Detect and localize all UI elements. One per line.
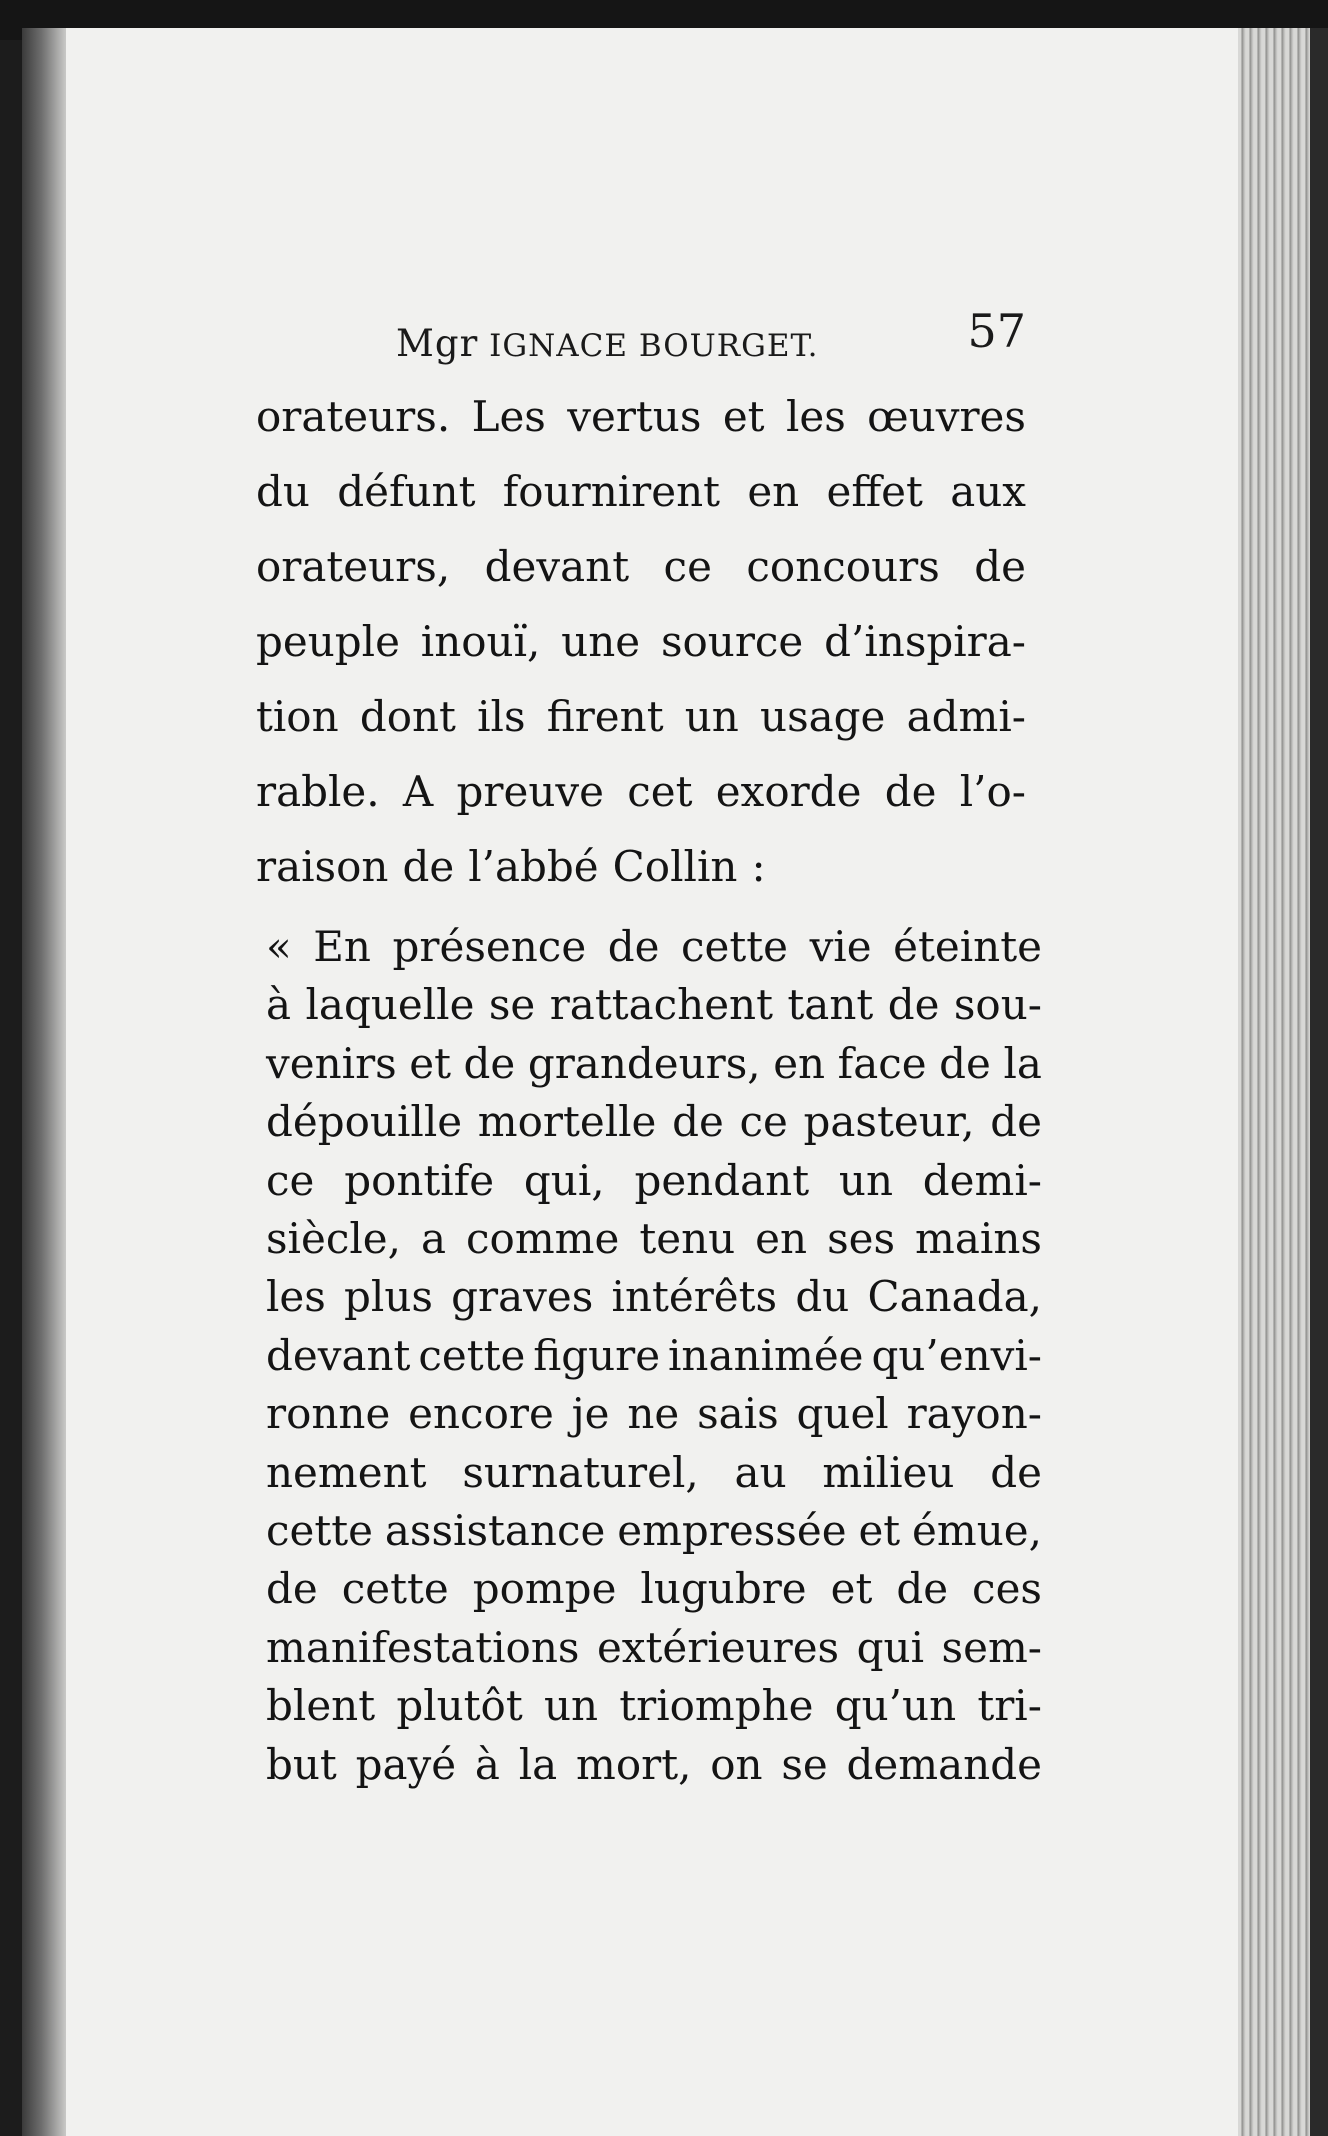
word: à [266, 980, 292, 1030]
word: de [884, 767, 937, 816]
word: en [747, 467, 800, 516]
word: la [518, 1739, 558, 1789]
text-line [266, 1389, 1042, 1438]
word: un [838, 1155, 893, 1205]
word: laquelle [305, 980, 475, 1030]
word: émue, [912, 1506, 1042, 1555]
word: je [571, 1389, 610, 1439]
word: « [266, 922, 292, 971]
word: de [266, 1564, 318, 1614]
word: ces [972, 1564, 1042, 1614]
word: sem- [941, 1622, 1042, 1672]
word: cette [266, 1506, 373, 1555]
word: tion [256, 692, 339, 741]
word: a [421, 1214, 447, 1263]
page-edges [1238, 28, 1310, 2136]
word: de [607, 922, 660, 971]
word: demi- [922, 1155, 1042, 1205]
word: un [684, 692, 739, 741]
word: à [474, 1739, 500, 1789]
word: qui, [523, 1155, 605, 1205]
word: de [463, 1038, 516, 1088]
text-line [266, 1681, 1042, 1730]
text-line [266, 1272, 1042, 1321]
word: fournirent [502, 467, 721, 516]
word: mains [915, 1214, 1042, 1263]
word: nement [266, 1447, 427, 1497]
word: au [734, 1447, 787, 1497]
word: et [830, 1564, 873, 1614]
word: de [974, 542, 1026, 591]
word: les [266, 1272, 326, 1322]
text-line [266, 1156, 1042, 1205]
word: extérieures [596, 1622, 840, 1672]
text-line [256, 542, 1026, 591]
word: de [672, 1097, 724, 1147]
word: ronne [266, 1389, 391, 1439]
word: qu’un [834, 1681, 957, 1731]
word: ce [266, 1155, 315, 1205]
word: en [773, 1038, 826, 1088]
word: pasteur, [803, 1097, 975, 1147]
running-head [256, 300, 1026, 370]
word: de [887, 980, 940, 1030]
word: milieu [822, 1447, 955, 1497]
word: rayon- [906, 1389, 1042, 1439]
word: graves [451, 1272, 594, 1322]
word: mort, [576, 1739, 692, 1789]
word: admi- [906, 692, 1026, 741]
word: pontife [344, 1155, 495, 1205]
word: effet [826, 467, 923, 516]
word: Collin [612, 842, 738, 891]
word: éteinte [893, 922, 1042, 971]
word: dont [359, 692, 456, 741]
word: tenu [639, 1214, 736, 1263]
word: plutôt [396, 1681, 523, 1731]
word: sais [697, 1389, 779, 1439]
word: l’o- [959, 767, 1026, 816]
word: grandeurs, [527, 1038, 761, 1088]
word: pompe [472, 1564, 617, 1614]
word: de [990, 1447, 1042, 1497]
word: présence [392, 922, 587, 971]
word: payé [355, 1739, 457, 1789]
word: du [256, 467, 310, 516]
word: preuve [456, 767, 604, 816]
word: sou- [953, 980, 1042, 1030]
word: qu’envi- [871, 1330, 1042, 1380]
book-binding-shadow [22, 28, 66, 2136]
text-line [266, 1331, 1042, 1380]
word: plus [344, 1272, 433, 1322]
word: exorde [715, 767, 862, 816]
word: une [561, 617, 641, 666]
word: ce [663, 542, 712, 591]
word: d’inspira- [824, 617, 1026, 666]
word: : [751, 842, 766, 891]
word: cette [681, 922, 789, 971]
word: cette [418, 1330, 526, 1380]
word: devant [484, 542, 630, 591]
word: du [795, 1272, 850, 1322]
text-line [266, 1623, 1042, 1672]
text-line [266, 1039, 1042, 1088]
word: quel [796, 1389, 889, 1439]
text-line [266, 922, 1042, 971]
text-line [256, 767, 1026, 816]
word: un [543, 1681, 599, 1731]
word: défunt [337, 467, 476, 516]
word: blent [266, 1681, 376, 1731]
word: A [402, 767, 434, 816]
running-title [396, 322, 818, 365]
word: firent [546, 692, 664, 741]
word: mortelle [477, 1097, 657, 1147]
word: demande [846, 1739, 1042, 1789]
word: l’abbé [468, 842, 599, 891]
word: assistance [384, 1506, 606, 1555]
text-line [266, 980, 1042, 1029]
word: cet [627, 767, 693, 816]
word: de [939, 1038, 991, 1088]
word: aux [950, 467, 1026, 516]
word: orateurs. [256, 392, 451, 441]
word: ils [477, 692, 526, 741]
word: raison [256, 842, 389, 891]
word: manifestations [266, 1622, 580, 1672]
word: vie [809, 922, 872, 971]
word: but [266, 1739, 337, 1789]
word: inouï, [420, 617, 541, 666]
word: peuple [256, 617, 400, 666]
word: face [837, 1038, 927, 1088]
word: ses [827, 1214, 896, 1263]
word: concours [746, 542, 940, 591]
word: venirs [266, 1038, 397, 1088]
word: triomphe [619, 1681, 814, 1731]
text-line [266, 1506, 1042, 1555]
word: usage [760, 692, 886, 741]
word: et [409, 1038, 451, 1088]
word: pendant [634, 1155, 810, 1205]
word: œuvres [867, 392, 1026, 441]
word: source [660, 617, 804, 666]
running-title-prefix: Mgr [396, 322, 479, 365]
text-line [256, 467, 1026, 516]
word: rattachent [549, 980, 773, 1030]
word: cette [341, 1564, 449, 1614]
word: siècle, [266, 1214, 402, 1263]
word: ne [627, 1389, 680, 1439]
word: vertus [567, 392, 702, 441]
text-line [266, 1214, 1042, 1263]
word: En [313, 922, 371, 971]
text-line [256, 692, 1026, 741]
word: de [896, 1564, 949, 1614]
text-line [266, 1564, 1042, 1613]
text-line [256, 617, 1026, 666]
running-title-rest: IGNACE BOURGET. [478, 328, 819, 364]
word: figure [533, 1330, 661, 1380]
text-line [266, 1448, 1042, 1497]
word: empressée [617, 1506, 847, 1555]
word: on [710, 1739, 763, 1789]
text-line [256, 392, 1026, 441]
word: Canada, [867, 1272, 1042, 1322]
word: orateurs, [256, 542, 451, 591]
word: Les [471, 392, 546, 441]
word: intérêts [611, 1272, 778, 1322]
word: ce [739, 1097, 788, 1147]
text-line [266, 1097, 1042, 1146]
text-line [266, 1740, 1042, 1789]
word: la [1003, 1038, 1042, 1088]
word: encore [408, 1389, 554, 1439]
word: lugubre [640, 1564, 807, 1614]
word: de [990, 1097, 1042, 1147]
word: tri- [977, 1681, 1042, 1731]
word: devant [266, 1330, 411, 1380]
word: en [755, 1214, 808, 1263]
word: de [402, 842, 455, 891]
word: inanimée [668, 1330, 864, 1380]
book-cover-edge [1310, 28, 1328, 2136]
word: se [488, 980, 536, 1030]
word: se [781, 1739, 828, 1789]
word: et [858, 1506, 901, 1555]
word: qui [856, 1622, 925, 1672]
word: tant [787, 980, 874, 1030]
word: les [785, 392, 846, 441]
word: surnaturel, [462, 1447, 699, 1497]
page-number: 57 [967, 304, 1026, 358]
text-line [256, 842, 1026, 891]
word: et [722, 392, 765, 441]
word: comme [466, 1214, 620, 1263]
word: rable. [256, 767, 380, 816]
word: dépouille [266, 1097, 463, 1147]
